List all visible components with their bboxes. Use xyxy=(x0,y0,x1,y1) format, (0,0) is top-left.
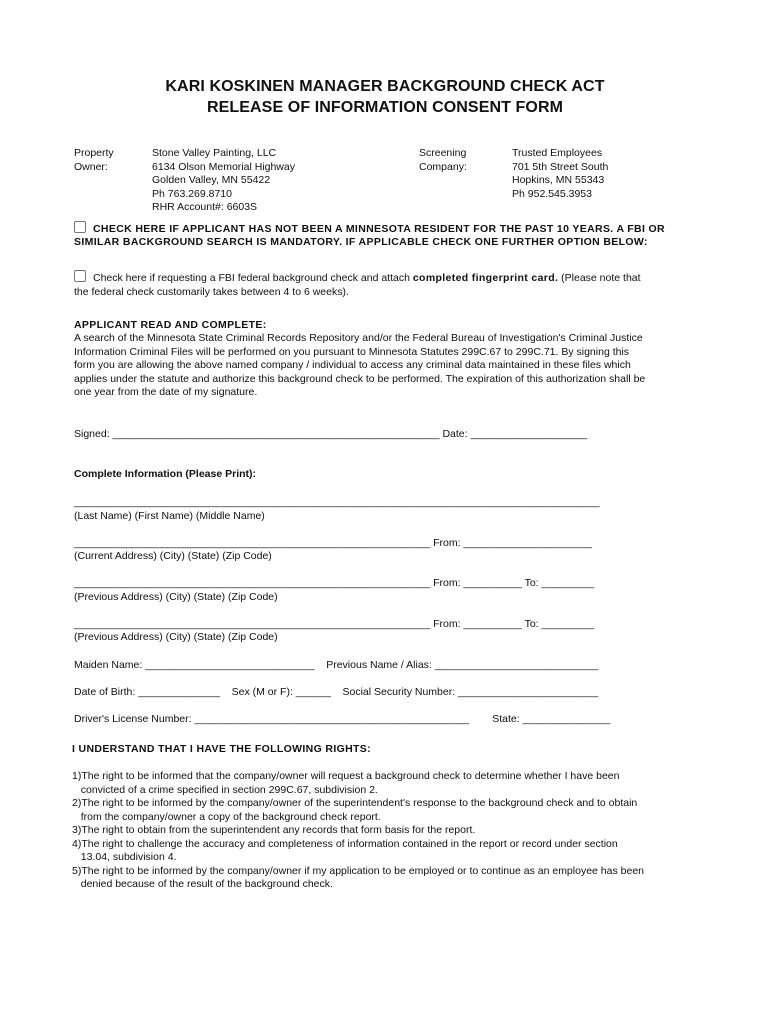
rights-line: from the company/owner a copy of the background check report. xyxy=(72,810,381,823)
form-title-line-1: KARI KOSKINEN MANAGER BACKGROUND CHECK ACT xyxy=(165,78,605,95)
rights-line: convicted of a crime specified in section 299C.67, subdivision 2. xyxy=(72,783,378,796)
screening-label-1: Screening xyxy=(419,147,467,159)
rights-line: 5)The right to be informed by the company/owner if my application to be employed or to continue as an employee has been xyxy=(72,864,644,877)
owner-line: Golden Valley, MN 55422 xyxy=(152,174,271,186)
fbi-text-bold: completed fingerprint card. xyxy=(412,272,559,284)
signature-date-line[interactable]: Signed: ________________________________________________________ Date: ____________________ xyxy=(74,428,588,440)
current-address-label: (Current Address) (City) (State) (Zip Code) xyxy=(74,550,272,562)
owner-line: RHR Account#: 6603S xyxy=(152,201,258,213)
previous-address-field-2[interactable]: _____________________________________________________________ From: __________ To: _________ xyxy=(74,618,595,630)
dob-sex-ssn-field[interactable]: Date of Birth: ______________ Sex (M or F): ______ Social Security Number: ________________________ xyxy=(74,686,599,698)
screening-company-label xyxy=(419,147,467,174)
screening-line: Trusted Employees xyxy=(512,147,603,159)
maiden-name-alias-field[interactable]: Maiden Name: _____________________________ Previous Name / Alias: ____________________________ xyxy=(74,659,599,671)
screening-company-address xyxy=(512,147,608,201)
previous-address-label-1: (Previous Address) (City) (State) (Zip Code) xyxy=(74,591,278,603)
rights-line: 3)The right to obtain from the superintendent any records that form basis for the report. xyxy=(72,824,476,836)
applicant-paragraph xyxy=(74,332,645,400)
full-name-field[interactable]: __________________________________________________________________________________________ xyxy=(74,496,600,508)
property-owner-label-2: Owner: xyxy=(74,160,108,173)
rights-line: 13.04, subdivision 4. xyxy=(72,851,177,863)
applicant-line: A search of the Minnesota State Criminal Records Repository and/or the Federal Bureau of Investigation's Criminal Justice xyxy=(74,332,643,344)
complete-info-heading: Complete Information (Please Print): xyxy=(74,468,257,480)
screening-label-2: Company: xyxy=(419,160,467,173)
property-owner-address xyxy=(152,147,295,215)
fbi-check-row xyxy=(74,270,641,286)
fbi-text-line-2: the federal check customarily takes between 4 to 6 weeks). xyxy=(74,286,349,298)
rights-line: 1)The right to be informed that the company/owner will request a background check to determine whether I have been xyxy=(72,770,620,782)
rights-list xyxy=(72,770,644,892)
applicant-line: Information Criminal Files will be performed on you pursuant to Minnesota Statutes 299C.67 to 299C.71. By signing this xyxy=(74,345,630,358)
owner-line: Stone Valley Painting, LLC xyxy=(152,147,277,159)
previous-address-field-1[interactable]: _____________________________________________________________ From: __________ To: _________ xyxy=(74,577,595,589)
nonresident-text-2: SIMILAR BACKGROUND SEARCH IS MANDATORY. IF APPLICABLE CHECK ONE FURTHER OPTION BELOW: xyxy=(74,236,648,248)
applicant-line: one year from the date of my signature. xyxy=(74,386,258,398)
fbi-text-pre: Check here if requesting a FBI federal background check and attach xyxy=(93,272,413,284)
nonresident-text-1: CHECK HERE IF APPLICANT HAS NOT BEEN A MINNESOTA RESIDENT FOR THE PAST 10 YEARS. A FBI OR xyxy=(93,223,665,235)
screening-line: Ph 952.545.3953 xyxy=(512,187,592,200)
rights-line: 4)The right to challenge the accuracy and completeness of information contained in the report or record under section xyxy=(72,837,618,850)
property-owner-label xyxy=(74,147,114,174)
applicant-heading: APPLICANT READ AND COMPLETE: xyxy=(74,319,267,331)
rights-line: denied because of the result of the background check. xyxy=(72,878,333,890)
nonresident-check-row xyxy=(74,221,665,237)
fbi-text-post: (Please note that xyxy=(558,272,641,284)
fbi-checkbox[interactable] xyxy=(74,270,86,282)
current-address-field[interactable]: _____________________________________________________________ From: ______________________ xyxy=(74,537,592,549)
full-name-label: (Last Name) (First Name) (Middle Name) xyxy=(74,510,265,522)
previous-address-label-2: (Previous Address) (City) (State) (Zip Code) xyxy=(74,631,278,643)
drivers-license-field[interactable]: Driver's License Number: _______________________________________________ State: _______________ xyxy=(74,713,611,725)
applicant-line: form you are allowing the above named company / individual to access any criminal data maintained in these files which xyxy=(74,359,631,371)
rights-heading: I UNDERSTAND THAT I HAVE THE FOLLOWING RIGHTS: xyxy=(72,743,371,755)
owner-line: Ph 763.269.8710 xyxy=(152,187,232,200)
rights-line: 2)The right to be informed by the company/owner of the superintendent's response to the background check and to obtain xyxy=(72,797,638,809)
owner-line: 6134 Olson Memorial Highway xyxy=(152,160,295,173)
form-title-line-2: RELEASE OF INFORMATION CONSENT FORM xyxy=(206,99,564,116)
applicant-line: applies under the statute and authorize this background check to be performed. The expiration of this authorization shall be xyxy=(74,372,646,385)
screening-line: Hopkins, MN 55343 xyxy=(512,174,605,186)
screening-line: 701 5th Street South xyxy=(512,160,609,173)
nonresident-checkbox[interactable] xyxy=(74,221,86,233)
property-owner-label-1: Property xyxy=(74,147,114,159)
